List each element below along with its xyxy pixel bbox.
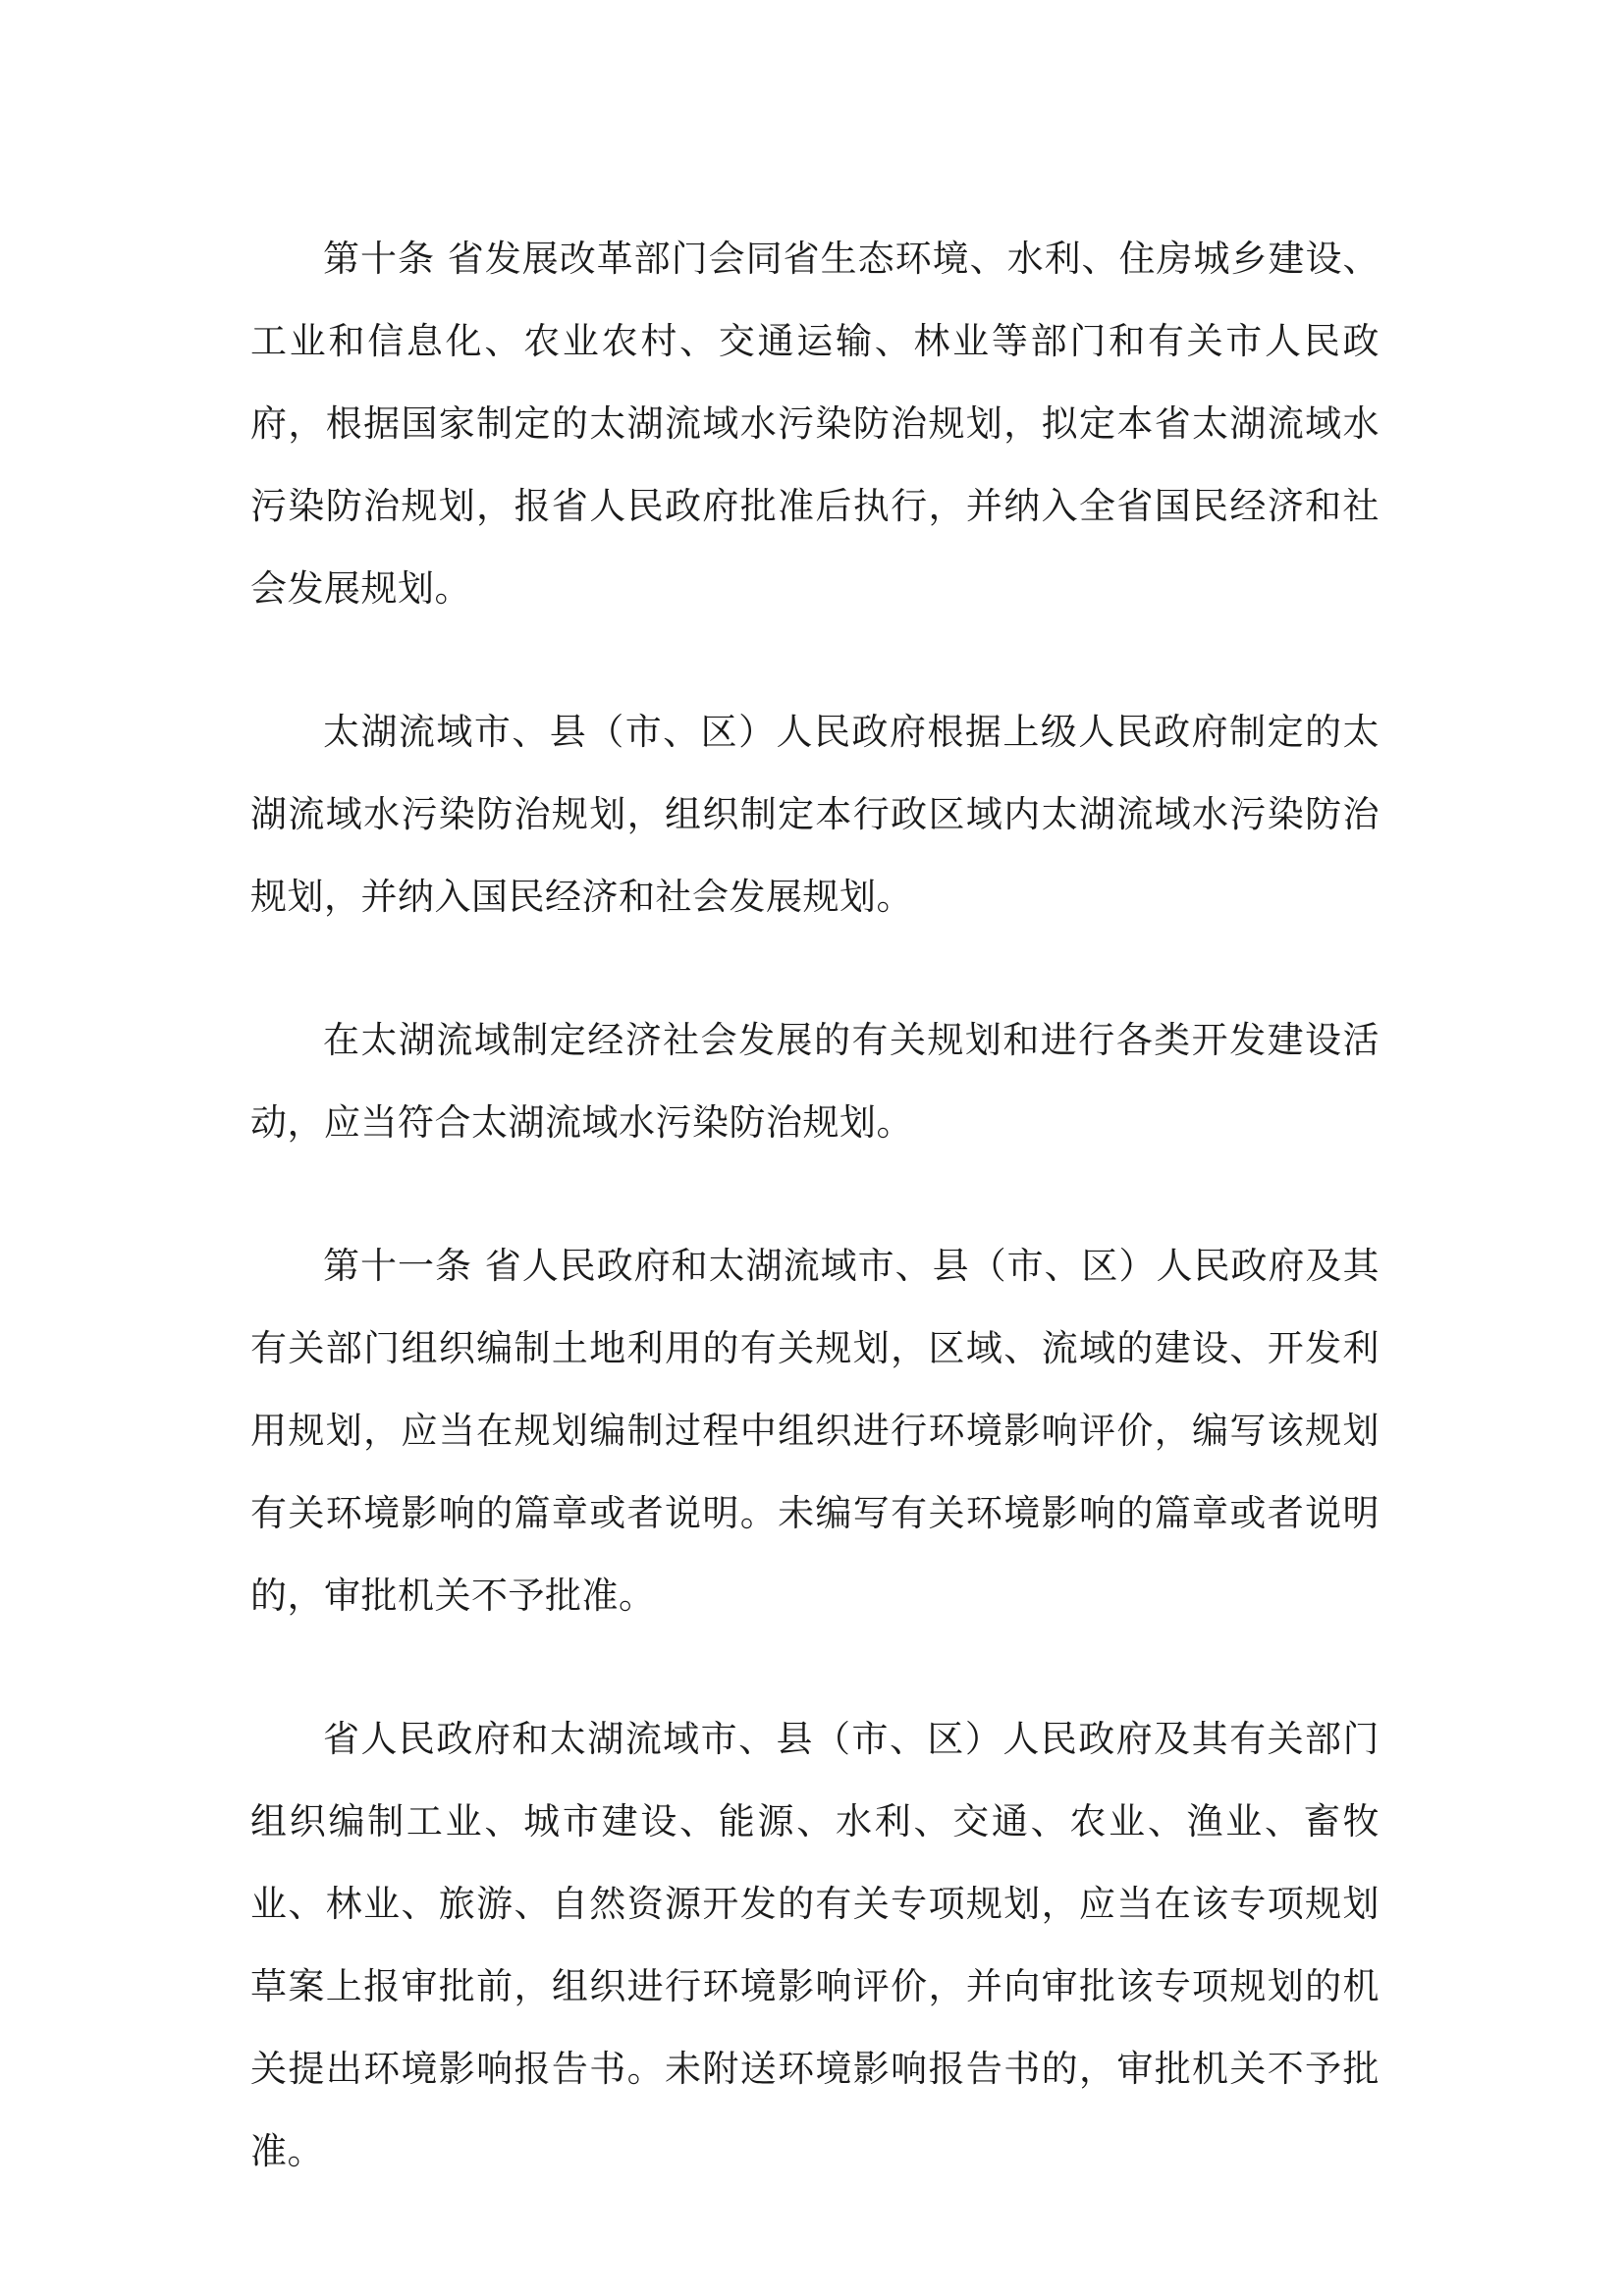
paragraph-planning-compliance: 在太湖流域制定经济社会发展的有关规划和进行各类开发建设活动，应当符合太湖流域水污染防治规划。 xyxy=(250,1019,1380,1144)
paragraph-article-11: 第十一条 省人民政府和太湖流域市、县（市、区）人民政府及其有关部门组织编制土地利用的有关规划，区域、流域的建设、开发利用规划，应当在规划编制过程中组织进行环境影响评价，编写该规划有关环境影响的篇章或者说明。未编写有关环境影响的篇章或者说明的，审批机关不予批准。 xyxy=(250,1245,1380,1617)
paragraph-special-planning: 省人民政府和太湖流域市、县（市、区）人民政府及其有关部门组织编制工业、城市建设、能源、水利、交通、农业、渔业、畜牧业、林业、旅游、自然资源开发的有关专项规划，应当在该专项规划草案上报审批前，组织进行环境影响评价，并向审批该专项规划的机关提出环境影响报告书。未附送环境影响报告书的，审批机关不予批准。 xyxy=(250,1718,1380,2172)
document-body xyxy=(250,218,1380,2254)
paragraph-local-planning: 太湖流域市、县（市、区）人民政府根据上级人民政府制定的太湖流域水污染防治规划，组织制定本行政区域内太湖流域水污染防治规划，并纳入国民经济和社会发展规划。 xyxy=(250,711,1380,918)
paragraph-article-10: 第十条 省发展改革部门会同省生态环境、水利、住房城乡建设、工业和信息化、农业农村、交通运输、林业等部门和有关市人民政府，根据国家制定的太湖流域水污染防治规划，拟定本省太湖流域水污染防治规划，报省人民政府批准后执行，并纳入全省国民经济和社会发展规划。 xyxy=(250,238,1380,610)
